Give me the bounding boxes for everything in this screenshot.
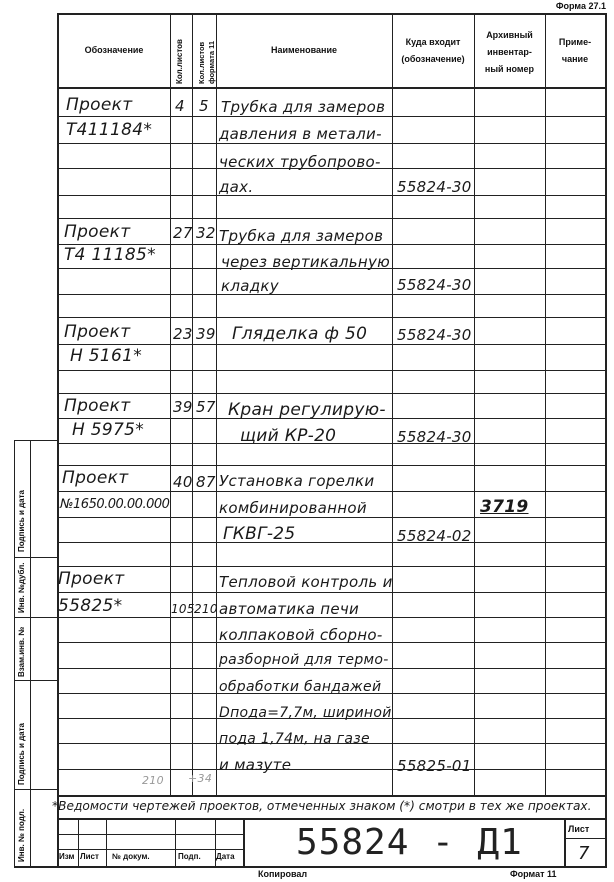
entry-1-name-1: Трубка для замеров [221,98,386,116]
row-line [58,317,606,318]
tb-col-list: Лист [80,852,99,861]
entry-4-designation-1: Проект [64,396,131,416]
entry-5-designation-1: Проект [62,468,129,488]
header-designation: Обозначение [84,45,144,55]
entry-5-name-1: Установка горелки [219,472,375,490]
entry-2-name-2: через вертикальную [221,253,391,271]
entry-3-sheets-f11: 39 [196,325,216,343]
entry-6-name-4: разборной для термо- [219,652,389,668]
row-line [58,143,606,144]
side-label-dup-inv: Инв. №дубл. [17,562,26,613]
header-archive: Архивный инвентар- ный номер [484,30,535,74]
entry-4-name-2: щий КР-20 [240,426,337,446]
entry-4-sheets-f11: 57 [196,398,216,416]
entry-4-sheets: 39 [173,398,193,416]
entry-6-name-1: Тепловой контроль и [219,573,393,591]
entry-5-sheets-f11: 87 [196,473,216,491]
entry-1-designation-1: Проект [66,95,133,115]
footnote: *Ведомости чертежей проектов, отмеченных знаком (*) смотри в тех же проектах. [52,799,592,813]
entry-3-sheets: 23 [173,325,193,343]
entry-5-sheets: 40 [173,473,193,491]
entry-4-name-1: Кран регулирую- [228,400,386,420]
row-line [58,195,606,196]
entry-5-name-3: ГКВГ-25 [223,524,296,544]
entry-6-where: 55825-01 [397,757,472,775]
row-line [58,294,606,295]
form-label: Форма 27.1 [555,1,606,11]
entry-6-name-2: автоматика печи [219,600,360,618]
frame-bottom [14,866,607,868]
tb-col-date: Дата [216,852,235,861]
entry-1-name-2: давления в метали- [219,125,382,143]
entry-2-name-1: Трубка для замеров [219,227,384,245]
pencil-mark-right: +34 [188,772,213,785]
header-sheets-format: Кол.листов формата 11 [197,40,216,84]
header-rule [58,87,606,89]
entry-6-name-8: и мазуте [219,756,292,774]
entry-1-sheets-f11: 5 [199,97,209,115]
row-line [58,393,606,394]
tb-col-doc: № докум. [112,852,150,861]
side-label-sign-date-1: Подпись и дата [17,490,26,552]
entry-3-designation-1: Проект [64,322,131,342]
row-line [58,517,606,518]
frame-right [605,13,607,867]
entry-6-sheets-f11: 210 [194,602,218,616]
row-line [58,566,606,567]
entry-1-name-3: ческих трубопрово- [219,153,381,171]
entry-1-designation-2: Т411184* [66,120,153,140]
tb-col-izm: Изм [59,852,75,861]
copied-label: Копировал [258,869,308,879]
row-line [58,769,606,770]
entry-2-sheets-f11: 32 [196,224,216,242]
entry-1-sheets: 4 [175,97,185,115]
side-strip-mid [30,440,31,867]
entry-1-name-4: дах. [219,178,254,196]
row-line [58,668,606,669]
entry-5-designation-2: №1650.00.00.000 [60,497,170,512]
entry-2-where: 55824-30 [397,276,472,294]
row-line [58,592,606,593]
entry-6-name-5: обработки бандажей [219,679,382,695]
tb-sheet-label: Лист [568,824,590,834]
entry-3-designation-2: Н 5161* [70,346,143,366]
side-label-replace-inv: Взам.инв. № [17,626,26,677]
row-line [58,465,606,466]
entry-6-sheets: 105 [171,602,195,616]
frame-top [58,13,606,15]
entry-5-archive: 3719 [480,497,529,517]
entry-6-name-6: Dпода=7,7м, шириной [219,705,392,721]
entry-5-name-2: комбинированной [219,499,367,517]
entry-4-where: 55824-30 [397,428,472,446]
row-line [58,116,606,117]
header-name: Наименование [270,45,338,55]
header-sheets-count: Кол.листов [175,39,184,84]
tb-col-sign: Подп. [178,852,201,861]
row-line [58,370,606,371]
row-line [58,344,606,345]
row-line [58,218,606,219]
entry-3-name-1: Гляделка ф 50 [232,324,368,344]
entry-1-where: 55824-30 [397,178,472,196]
entry-6-designation-1: Проект [58,569,125,589]
entry-2-sheets: 27 [173,224,193,242]
entry-6-name-7: пода 1,74м, на газе [219,731,370,747]
header-where-used: Куда входит (обозначение) [401,37,465,64]
entry-6-name-3: колпаковой сборно- [219,626,383,644]
entry-6-designation-2: 55825* [58,596,123,616]
entry-5-where: 55824-02 [397,527,472,545]
row-line [58,491,606,492]
entry-2-name-3: кладку [221,277,279,295]
side-strip-left [14,440,15,867]
pencil-mark-left: 210 [142,774,164,787]
tb-sheet-no: 7 [578,843,590,864]
format-label: Формат 11 [510,869,557,879]
row-line [58,542,606,543]
entry-4-designation-2: Н 5975* [72,420,145,440]
side-label-sign-date-2: Подпись и дата [17,723,26,785]
entry-3-where: 55824-30 [397,326,472,344]
entry-2-designation-1: Проект [64,222,131,242]
header-note: Приме- чание [558,37,592,64]
entry-2-designation-2: Т4 11185* [64,245,156,265]
tb-designation: 55824 - Д1 [296,822,523,863]
side-label-orig-inv: Инв. № подл. [17,808,26,862]
